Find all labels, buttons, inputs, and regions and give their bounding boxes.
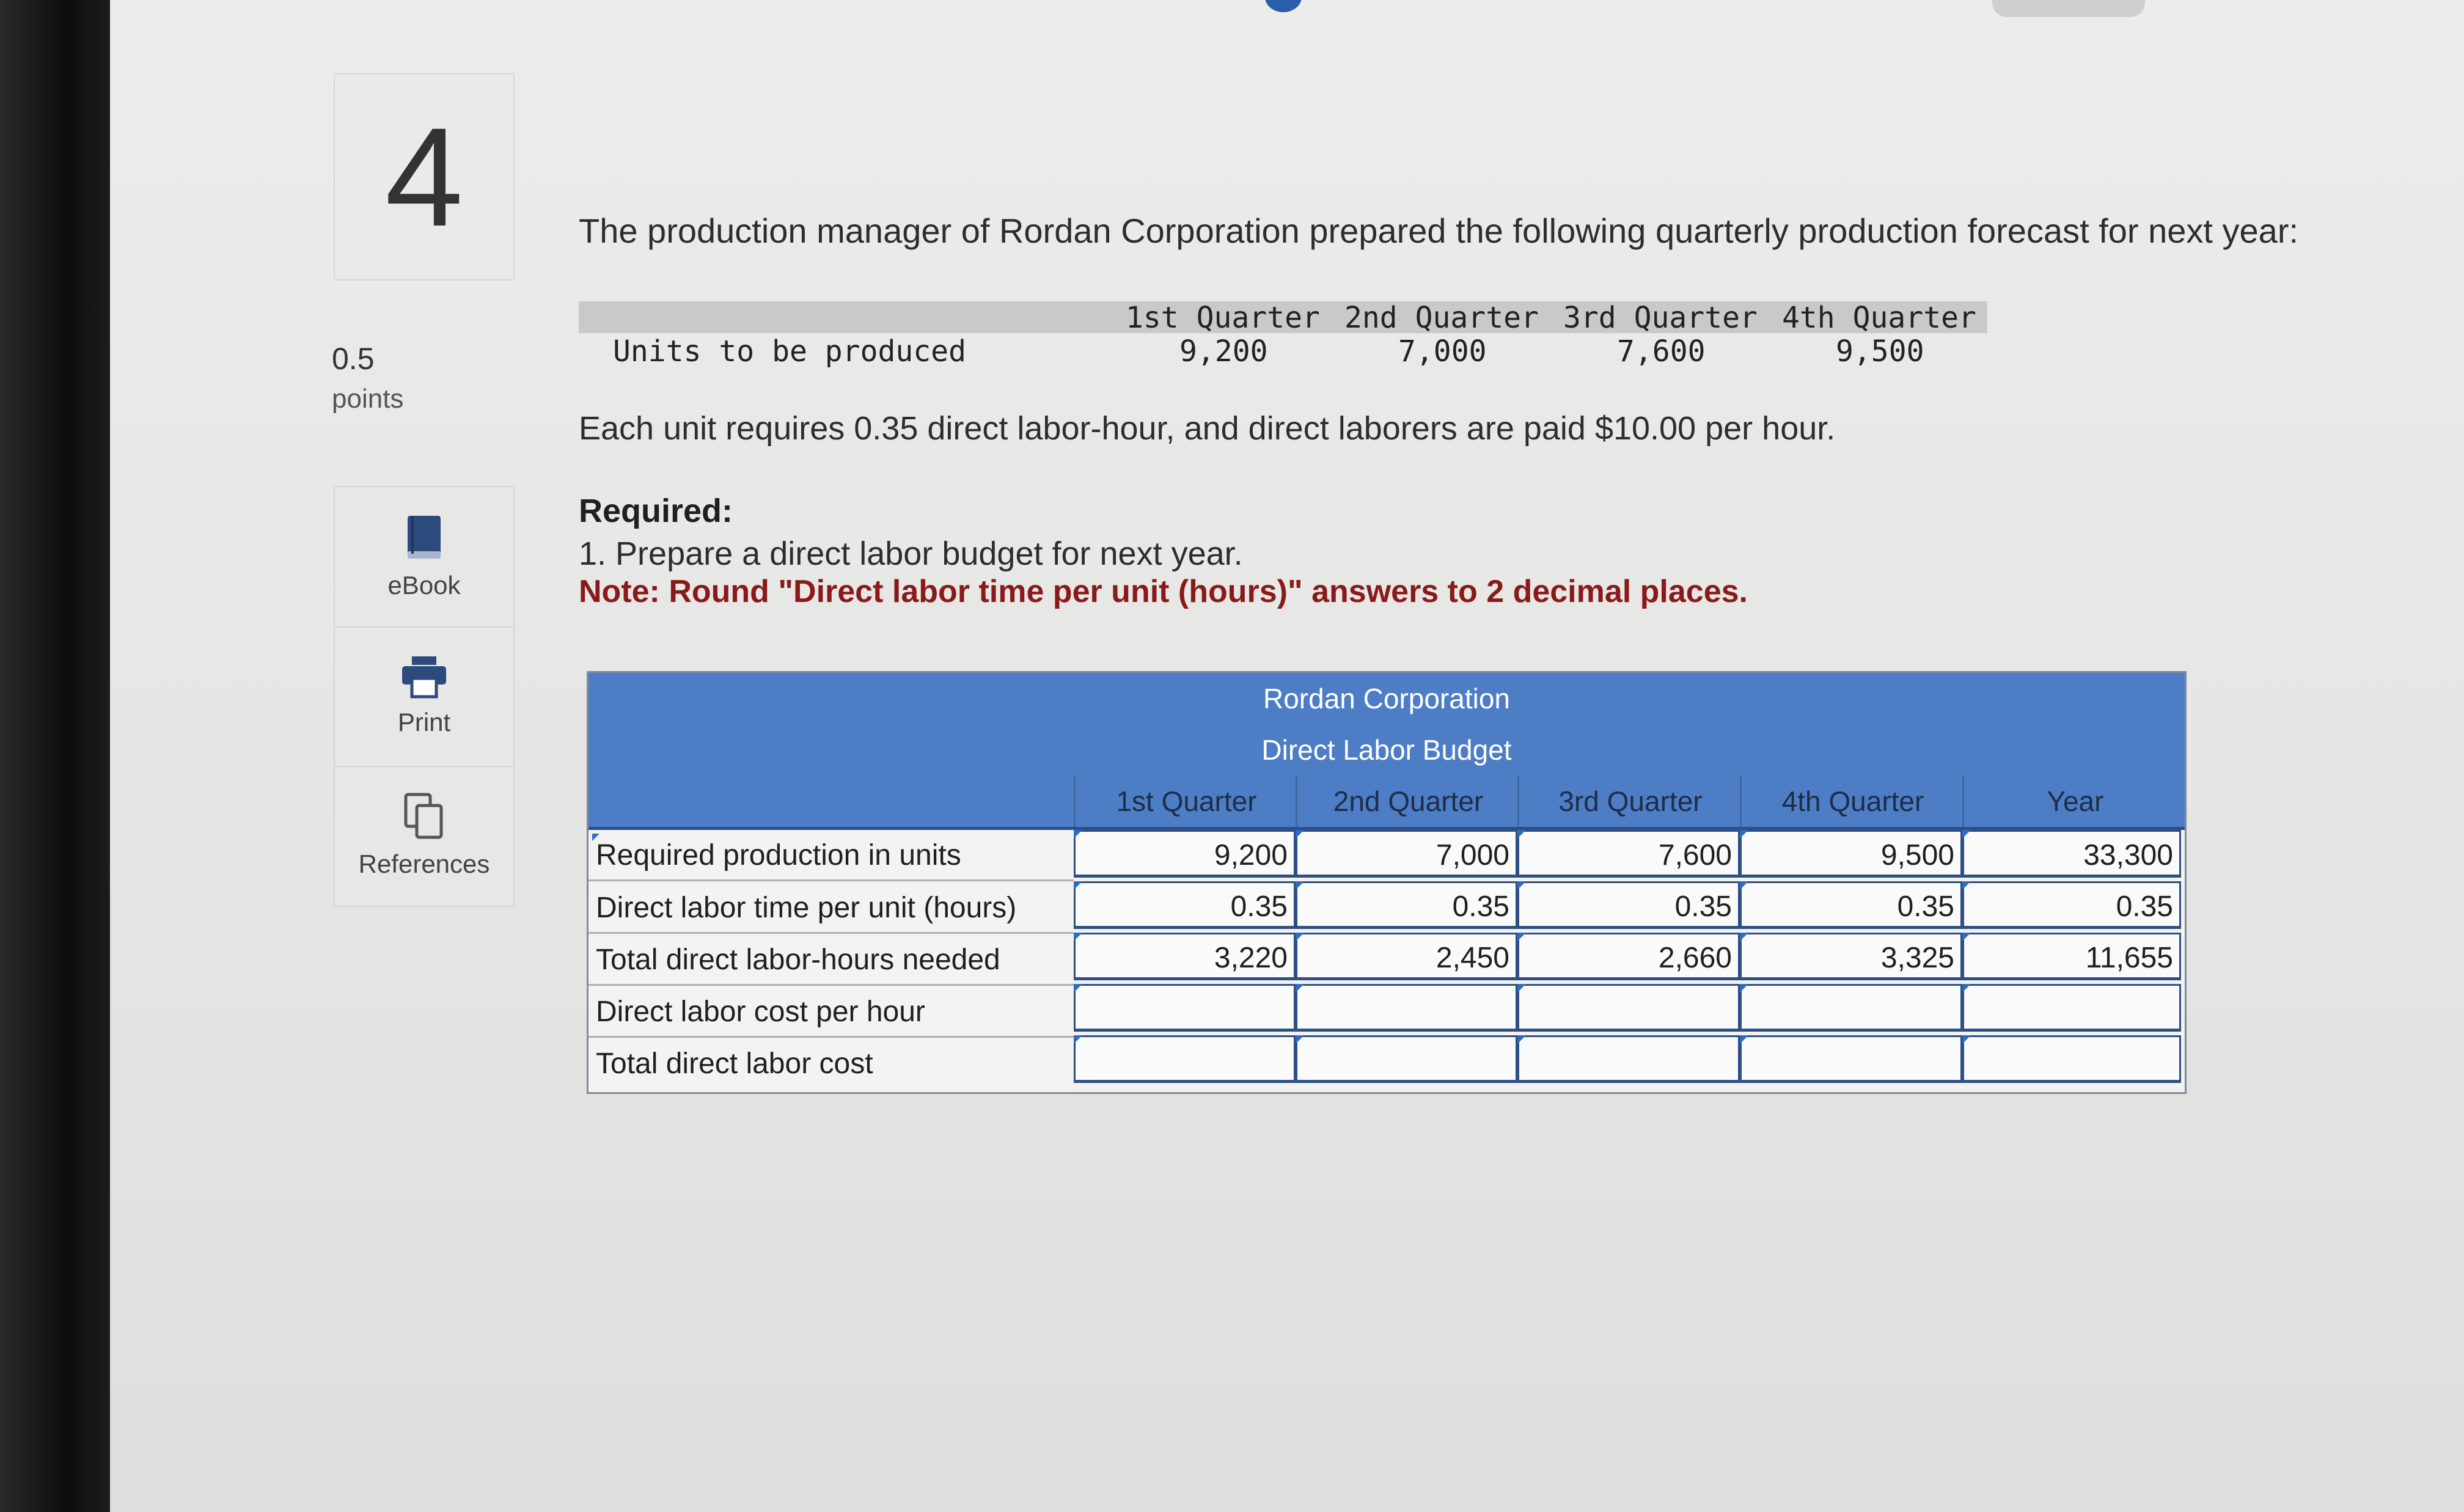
col-header-year: Year	[1962, 776, 2187, 827]
cell-cost-per-hour-q2[interactable]	[1296, 984, 1517, 1032]
row-label-required-production: Required production in units	[588, 830, 1074, 881]
cell-marker	[1296, 1035, 1304, 1044]
question-number-box	[334, 73, 515, 281]
cell-production-year[interactable]: 33,300	[1962, 830, 2181, 878]
row-label-cost-per-hour: Direct labor cost per hour	[588, 986, 1074, 1038]
cell-marker	[1074, 933, 1082, 941]
cell-marker	[1962, 830, 1971, 839]
budget-column-headers	[588, 776, 2185, 830]
cell-production-q3[interactable]: 7,600	[1517, 830, 1740, 878]
cell-cost-per-hour-q3[interactable]	[1517, 984, 1740, 1032]
printer-icon	[400, 655, 449, 699]
col-header-q3: 3rd Quarter	[1517, 776, 1742, 827]
forecast-header-q3: 3rd Quarter	[1563, 301, 1758, 335]
cell-marker	[1074, 830, 1082, 839]
cell-labor-time-q3[interactable]: 0.35	[1517, 881, 1740, 929]
cell-marker	[1740, 830, 1748, 839]
col-header-q2: 2nd Quarter	[1296, 776, 1519, 827]
print-button[interactable]	[335, 626, 513, 767]
budget-company: Rordan Corporation	[588, 673, 2185, 726]
cell-production-q2[interactable]: 7,000	[1296, 830, 1517, 878]
cell-marker	[1074, 881, 1082, 890]
cell-marker	[1740, 984, 1748, 993]
cell-labor-time-q4[interactable]: 0.35	[1740, 881, 1962, 929]
cell-marker	[1962, 881, 1971, 890]
book-icon	[403, 513, 446, 562]
cell-total-cost-q3[interactable]	[1517, 1035, 1740, 1083]
ebook-label: eBook	[387, 571, 461, 600]
forecast-header-q2: 2nd Quarter	[1344, 301, 1539, 335]
cell-marker	[1074, 1035, 1082, 1044]
cell-marker	[1517, 830, 1526, 839]
cell-marker	[1740, 881, 1748, 890]
forecast-header-q1: 1st Quarter	[1126, 301, 1320, 335]
cell-labor-hours-q2[interactable]: 2,450	[1296, 933, 1517, 980]
tool-stack	[334, 486, 515, 907]
cell-cost-per-hour-q4[interactable]	[1740, 984, 1962, 1032]
top-button-fragment[interactable]	[1992, 0, 2145, 17]
cell-marker	[1517, 933, 1526, 941]
cell-cost-per-hour-year[interactable]	[1962, 984, 2181, 1032]
points-label: points	[332, 384, 404, 414]
budget-title: Direct Labor Budget	[588, 724, 2185, 777]
question-intro: The production manager of Rordan Corporation prepared the following quarterly production forecast for next year:	[579, 211, 2299, 250]
cell-labor-hours-year[interactable]: 11,655	[1962, 933, 2181, 980]
cell-labor-hours-q3[interactable]: 2,660	[1517, 933, 1740, 980]
row-label-labor-hours: Total direct labor-hours needed	[588, 934, 1074, 986]
cell-labor-hours-q4[interactable]: 3,325	[1740, 933, 1962, 980]
forecast-value-q2: 7,000	[1398, 334, 1487, 369]
cell-labor-time-q1[interactable]: 0.35	[1074, 881, 1296, 929]
cell-cost-per-hour-q1[interactable]	[1074, 984, 1296, 1032]
col-header-q1: 1st Quarter	[1074, 776, 1297, 827]
forecast-value-q3: 7,600	[1617, 334, 1706, 369]
labor-info: Each unit requires 0.35 direct labor-hour, and direct laborers are paid $10.00 per hour.	[579, 410, 1836, 447]
forecast-row-label: Units to be produced	[613, 334, 966, 369]
question-number: 4	[385, 98, 463, 255]
cell-marker	[1074, 984, 1082, 993]
ebook-button[interactable]	[335, 487, 513, 628]
help-icon[interactable]	[1265, 0, 1302, 12]
row-label-total-cost: Total direct labor cost	[588, 1038, 1074, 1090]
cell-marker	[1740, 1035, 1748, 1044]
cell-total-cost-year[interactable]	[1962, 1035, 2181, 1083]
cell-labor-hours-q1[interactable]: 3,220	[1074, 933, 1296, 980]
cell-marker	[1962, 1035, 1971, 1044]
references-label: References	[358, 850, 490, 878]
cell-labor-time-year[interactable]: 0.35	[1962, 881, 2181, 929]
col-header-q4: 4th Quarter	[1740, 776, 1964, 827]
forecast-header-q4: 4th Quarter	[1782, 301, 1976, 335]
copy-icon	[402, 792, 446, 841]
cell-marker	[1296, 984, 1304, 993]
cell-production-q1[interactable]: 9,200	[1074, 830, 1296, 878]
cell-marker	[1296, 881, 1304, 890]
cell-marker	[1517, 881, 1526, 890]
cell-marker	[1296, 933, 1304, 941]
cell-labor-time-q2[interactable]: 0.35	[1296, 881, 1517, 929]
cell-marker	[1517, 984, 1526, 993]
cell-total-cost-q2[interactable]	[1296, 1035, 1517, 1083]
cell-total-cost-q1[interactable]	[1074, 1035, 1296, 1083]
required-item: 1. Prepare a direct labor budget for next year.	[579, 535, 1243, 572]
references-button[interactable]	[335, 766, 513, 905]
cell-marker	[1296, 830, 1304, 839]
cell-marker	[1740, 933, 1748, 941]
cell-total-cost-q4[interactable]	[1740, 1035, 1962, 1083]
monitor-bezel	[0, 0, 110, 1512]
cell-production-q4[interactable]: 9,500	[1740, 830, 1962, 878]
required-heading: Required:	[579, 493, 733, 529]
forecast-value-q1: 9,200	[1179, 334, 1268, 369]
print-label: Print	[397, 708, 451, 736]
cell-marker	[1517, 1035, 1526, 1044]
points-value: 0.5	[332, 342, 375, 376]
direct-labor-budget-table	[587, 671, 2187, 1094]
row-label-labor-time: Direct labor time per unit (hours)	[588, 883, 1074, 934]
cell-marker	[1962, 984, 1971, 993]
cell-marker	[1962, 933, 1971, 941]
rounding-note: Note: Round "Direct labor time per unit (hours)" answers to 2 decimal places.	[579, 574, 1748, 609]
forecast-value-q4: 9,500	[1836, 334, 1924, 369]
